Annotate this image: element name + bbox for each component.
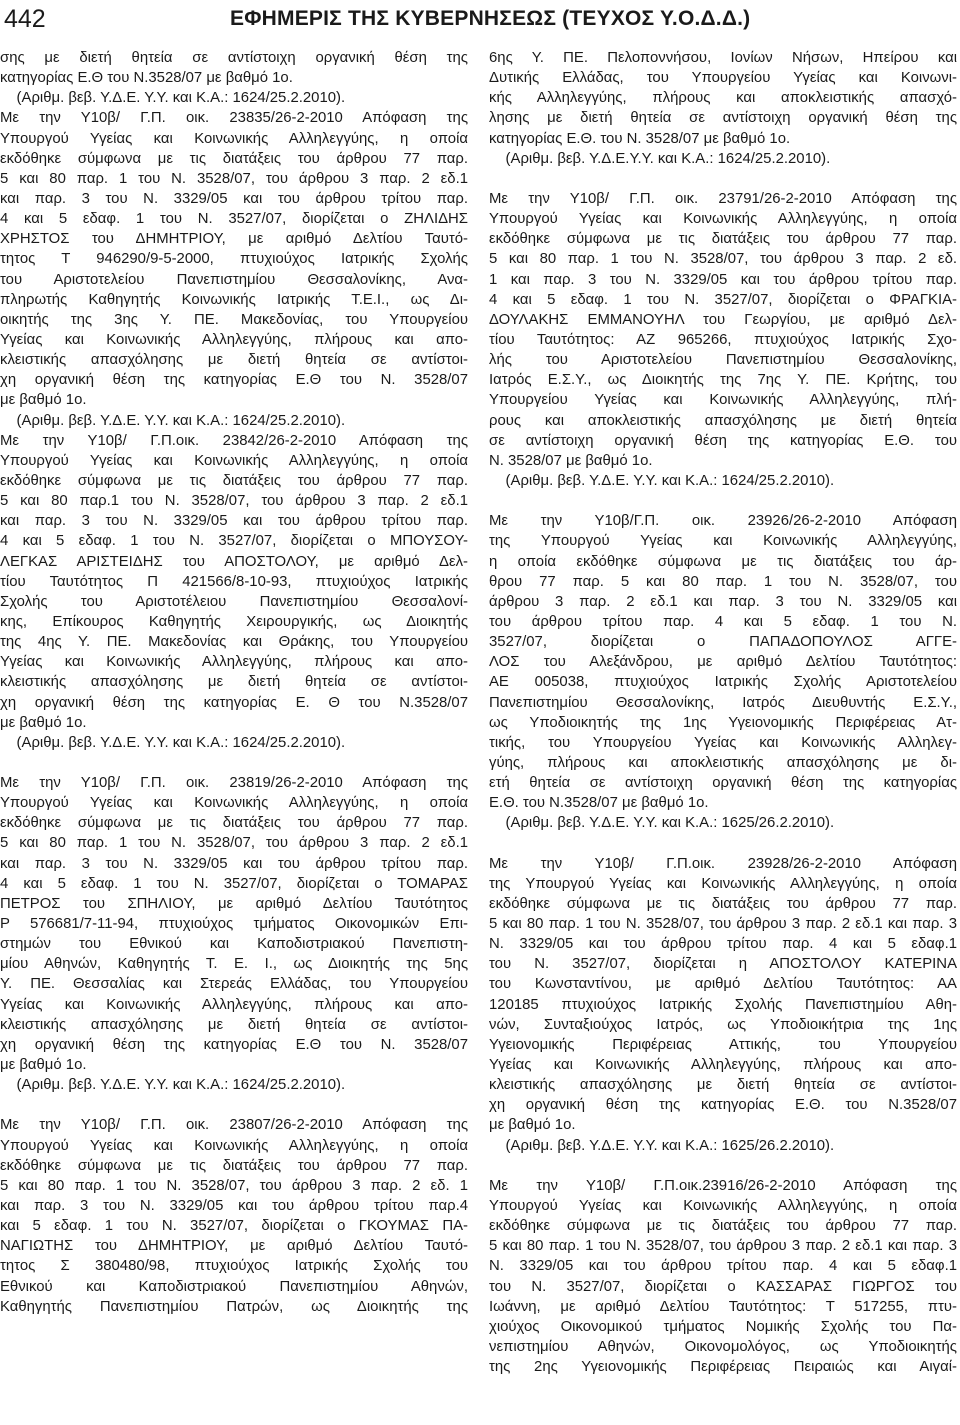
text-line: Ιατρός Ε.Σ.Υ., ως Διοικητής της 7ης Υ. ΠΕ. Κρήτης, του bbox=[489, 372, 957, 389]
text-line: ετή θητεία σε αντίστοιχη οργανική θέση της κατηγορίας bbox=[489, 775, 957, 792]
text-line: ως Υποδιοικητής της 1ης Υγειονομικής Περιφέρειας Ατ- bbox=[489, 714, 957, 731]
text-line: 4 και 5 εδαφ. 1 του Ν. 3527/07, διορίζεται ο ΤΟΜΑΡΑΣ bbox=[0, 875, 468, 892]
text-line: νών, Συνταξιούχος Ιατρός, ως Υποδιοικήτρια της 1ης bbox=[489, 1016, 957, 1033]
text-line: και παρ. 3 του Ν. 3329/05 και του άρθρου τρίτου παρ.4 bbox=[0, 1198, 468, 1215]
text-line bbox=[489, 491, 957, 511]
text-line: χη οργανική θέση της κατηγορίας Ε. Θ του Ν.3528/07 bbox=[0, 694, 468, 711]
text-line: οικητής της 3ης Υ. ΠΕ. Μακεδονίας, του Υπουργείου bbox=[0, 311, 468, 328]
text-line: Με την Υ10β/ Γ.Π.οικ. 23842/26-2-2010 Απόφαση της bbox=[0, 432, 468, 449]
text-line: κλειστικής απασχόλησης με διετή θητεία σε αντίστοι- bbox=[489, 1077, 957, 1094]
text-line: γύης, πλήρους και αποκλειστικής απασχόλησης με δι- bbox=[489, 754, 957, 771]
text-line: με βαθμό 1ο. bbox=[0, 1057, 87, 1074]
text-line: Ρ 576681/7-11-94, πτυχιούχος τμήματος Οικονομικών Επι- bbox=[0, 916, 468, 933]
text-line: Ν. 3528/07 με βαθμό 1ο. bbox=[489, 452, 653, 469]
text-line: ΠΕΤΡΟΣ του ΣΠΗΛΙΟΥ, με αριθμό Δελτίου Ταυτότητος bbox=[0, 895, 468, 912]
text-line: Καθηγητής Πανεπιστημίου Πατρών, ως Διοικητής της bbox=[0, 1298, 468, 1315]
text-line: Δυτικής Ελλάδας, του Υπουργείου Υγείας και Κοινωνι- bbox=[489, 70, 957, 87]
text-line: Με την Υ10β/ Γ.Π. οικ. 23807/26-2-2010 Απόφαση της bbox=[0, 1117, 468, 1134]
text-line: η οποία εκδόθηκε σύμφωνα με τις διατάξεις του άρ- bbox=[489, 553, 957, 570]
text-line: χη οργανική θέση της κατηγορίας Ε.Θ. του Ν.3528/07 bbox=[489, 1097, 957, 1114]
text-line: λησης με διετή θητεία σε αντίστοιχη οργανική θέση της bbox=[489, 110, 957, 127]
text-line: 6ης Υ. ΠΕ. Πελοποννήσου, Ιονίων Νήσων, Ηπείρου και bbox=[489, 50, 957, 66]
text-line: του Κωνσταντίνου, με αριθμό Δελτίου Ταυτότητος: ΑΑ bbox=[489, 976, 957, 993]
text-line: του άρθρου τρίτου παρ. 4 και 5 εδαφ. 1 του Ν. bbox=[489, 613, 957, 630]
text-line: και παρ. 3 του Ν. 3329/05 και του άρθρου τρίτου παρ. bbox=[0, 190, 468, 207]
text-line: (Αριθμ. βεβ. Υ.Δ.Ε. Υ.Υ. και Κ.Α.: 1624/25.2.2010). bbox=[0, 90, 346, 107]
text-line: χη οργανική θέση της κατηγορίας Ε.Θ του Ν. 3528/07 bbox=[0, 372, 468, 389]
text-line: Υ. ΠΕ. Θεσσαλίας και Στερεάς Ελλάδας, του Υπουργείου bbox=[0, 976, 468, 993]
text-line: ΧΡΗΣΤΟΣ του ΔΗΜΗΤΡΙΟΥ, με αριθμό Δελτίου Ταυτό- bbox=[0, 231, 468, 248]
text-line: με βαθμό 1ο. bbox=[489, 1117, 576, 1134]
text-line bbox=[489, 169, 957, 189]
text-line: 4 και 5 εδαφ. 1 του Ν. 3527/07, διορίζεται ο ΜΠΟΥΣΟΥ- bbox=[0, 533, 468, 550]
text-line: εκδόθηκε σύμφωνα με τις διατάξεις του άρθρου 77 παρ. bbox=[0, 1157, 468, 1174]
text-line: ΑΕ 005038, πτυχιούχος Ιατρικής Σχολής Αριστοτελείου bbox=[489, 674, 957, 691]
text-line: της 2ης Υγειονομικής Περιφέρειας Πειραιώς και Αιγαί- bbox=[489, 1359, 957, 1376]
text-line: της 4ης Υ. ΠΕ. Μακεδονίας και Θράκης, του Υπουργείου bbox=[0, 634, 468, 651]
text-line: ΛΟΣ του Αλεξάνδρου, με αριθμό Δελτίου Ταυτότητος: bbox=[489, 654, 957, 671]
text-line: τητος Τ 946290/9-5-2000, πτυχιούχος Ιατρικής Σχολής bbox=[0, 251, 468, 268]
text-line: Με την Υ10β/ Γ.Π. οικ. 23835/26-2-2010 Απόφαση της bbox=[0, 110, 468, 127]
text-line: 5 και 80 παρ. 1 του Ν. 3528/07, του άρθρου 3 παρ. 2 εδ.1 bbox=[0, 835, 468, 852]
text-line: Υπουργού Υγείας και Κοινωνικής Αλληλεγγύης, η οποία bbox=[489, 1198, 957, 1215]
text-line: της Υπουργού Υγείας και Κοινωνικής Αλληλεγγύης, η οποία bbox=[489, 875, 957, 892]
text-line: (Αριθμ. βεβ. Υ.Δ.Ε. Υ.Υ. και Κ.Α.: 1624/25.2.2010). bbox=[0, 1077, 346, 1094]
text-line: 5 και 80 παρ. 1 του Ν. 3528/07, του άρθρου 3 παρ. 2 εδ. 1 bbox=[0, 1177, 468, 1194]
text-line bbox=[489, 833, 957, 853]
text-line: Ν. 3329/05 και του άρθρου τρίτου παρ. 4 και 5 εδαφ.1 bbox=[489, 936, 957, 953]
text-line: κης, Επίκουρος Καθηγητής Χειρουργικής, ως Διοικητής bbox=[0, 613, 468, 630]
page-number: 442 bbox=[4, 5, 46, 33]
text-line: Υπουργείου Υγείας και Κοινωνικής Αλληλεγγύης, πλή- bbox=[489, 392, 957, 409]
text-line: σης με διετή θητεία σε αντίστοιχη οργανική θέση της bbox=[0, 50, 468, 66]
text-line: της Υπουργού Υγείας και Κοινωνικής Αλληλεγγύης, bbox=[489, 533, 957, 550]
text-line: Υπουργού Υγείας και Κοινωνικής Αλληλεγγύης, η οποία bbox=[0, 1137, 468, 1154]
text-line: και 5 εδαφ. 1 του Ν. 3527/07, διορίζεται ο ΓΚΟΥΜΑΣ ΠΑ- bbox=[0, 1218, 468, 1235]
text-line: Με την Υ10β/ Γ.Π.οικ. 23928/26-2-2010 Απόφαση bbox=[489, 855, 957, 872]
text-line: κλειστικής απασχόλησης με διετή θητεία σε αντίστοι- bbox=[0, 674, 468, 691]
page-header bbox=[0, 0, 960, 46]
text-line: άρθρου 3 παρ. 2 εδ.1 και παρ. 3 του Ν. 3329/05 και bbox=[489, 593, 957, 610]
text-line: εκδόθηκε σύμφωνα με τις διατάξεις του άρθρου 77 παρ. bbox=[0, 150, 468, 167]
text-line: τικής, του Υπουργείου Υγείας και Κοινωνικής Αλληλεγ- bbox=[489, 734, 957, 751]
gazette-title: ΕΦΗΜΕΡΙΣ ΤΗΣ ΚΥΒΕΡΝΗΣΕΩΣ (ΤΕΥΧΟΣ Υ.Ο.Δ.Δ.) bbox=[230, 7, 751, 30]
text-line: μίου Αθηνών, Καθηγητής Τ. Ε. Ι., ως Διοικητής της 5ης bbox=[0, 956, 468, 973]
text-line: Υγείας και Κοινωνικής Αλληλεγγύης, πλήρους και απο- bbox=[0, 654, 468, 671]
text-line: 5 και 80 παρ. 1 του Ν. 3528/07, του άρθρου 3 παρ. 2 εδ.1 και παρ. 3 bbox=[489, 1238, 957, 1255]
text-line: με βαθμό 1ο. bbox=[0, 392, 87, 409]
text-line: τητος Σ 380480/98, πτυχιούχος Ιατρικής Σχολής του bbox=[0, 1258, 468, 1275]
text-line: Πανεπιστημίου Θεσσαλονίκης, Ιατρός Διευθυντής Ε.Σ.Υ., bbox=[489, 694, 957, 711]
text-line: 4 και 5 εδαφ. 1 του Ν. 3527/07, διορίζεται ο ΖΗΛΙΔΗΣ bbox=[0, 211, 468, 228]
text-line: εκδόθηκε σύμφωνα με τις διατάξεις του άρθρου 77 παρ. bbox=[489, 895, 957, 912]
text-line: 1 και παρ. 3 του Ν. 3329/05 και του άρθρου τρίτου παρ. bbox=[489, 271, 957, 288]
text-line: Εθνικού και Καποδιστριακού Πανεπιστημίου Αθηνών, bbox=[0, 1278, 468, 1295]
text-line: εκδόθηκε σύμφωνα με τις διατάξεις του άρθρου 77 παρ. bbox=[489, 1218, 957, 1235]
text-line: Ιωάννη, με αριθμό Δελτίου Ταυτότητος: Τ 517255, πτυ- bbox=[489, 1298, 957, 1315]
text-line: (Αριθμ. βεβ. Υ.Δ.Ε. Υ.Υ. και Κ.Α.: 1624/25.2.2010). bbox=[0, 412, 346, 429]
text-line: Με την Υ10β/ Γ.Π.οικ.23916/26-2-2010 Απόφαση της bbox=[489, 1177, 957, 1194]
text-line: εκδόθηκε σύμφωνα με τις διατάξεις του άρθρου 77 παρ. bbox=[0, 472, 468, 489]
text-line: (Αριθμ. βεβ. Υ.Δ.Ε. Υ.Υ. και Κ.Α.: 1625/26.2.2010). bbox=[489, 1137, 835, 1154]
text-line: του Ν. 3527/07, διορίζεται η ΑΠΟΣΤΟΛΟΥ ΚΑΤΕΡΙΝΑ bbox=[489, 956, 957, 973]
text-line: τίου Ταυτότητος Π 421566/8-10-93, πτυχιούχος Ιατρικής bbox=[0, 573, 468, 590]
text-line: του Αριστοτελείου Πανεπιστημίου Θεσσαλονίκης, Ανα- bbox=[0, 271, 468, 288]
left-column bbox=[0, 48, 468, 1317]
text-line: 5 και 80 παρ. 1 του Ν. 3528/07, του άρθρου 3 παρ. 2 εδ. bbox=[489, 251, 957, 268]
text-line: του Ν. 3527/07, διορίζεται ο ΚΑΣΣΑΡΑΣ ΓΙΩΡΓΟΣ του bbox=[489, 1278, 957, 1295]
text-line bbox=[0, 753, 468, 773]
text-line: και παρ. 3 του Ν. 3329/05 και του άρθρου τρίτου παρ. bbox=[0, 855, 468, 872]
text-line: ρους και αποκλειστικής απασχόλησης με διετή θητεία bbox=[489, 412, 957, 429]
text-line: Σχολής του Αριστοτέλειου Πανεπιστημίου Θεσσαλονί- bbox=[0, 593, 468, 610]
text-line: στημών του Εθνικού και Καποδιστριακού Πανεπιστη- bbox=[0, 936, 468, 953]
text-line: κατηγορίας Ε.Θ. του Ν. 3528/07 με βαθμό 1ο. bbox=[489, 130, 791, 147]
text-line: με βαθμό 1ο. bbox=[0, 714, 87, 731]
text-line: (Αριθμ. βεβ. Υ.Δ.Ε.Υ.Υ. και Κ.Α.: 1624/25.2.2010). bbox=[489, 150, 831, 167]
text-line: Υπουργού Υγείας και Κοινωνικής Αλληλεγγύης, η οποία bbox=[0, 795, 468, 812]
text-line: ΔΟΥΛΑΚΗΣ ΕΜΜΑΝΟΥΗΛ του Γεωργίου, με αριθμό Δελ- bbox=[489, 311, 957, 328]
text-line: (Αριθμ. βεβ. Υ.Δ.Ε. Υ.Υ. και Κ.Α.: 1624/25.2.2010). bbox=[0, 734, 346, 751]
text-line: σε αντίστοιχη οργανική θέση της κατηγορίας Ε.Θ. του bbox=[489, 432, 957, 449]
text-line: ΛΕΓΚΑΣ ΑΡΙΣΤΕΙΔΗΣ του ΑΠΟΣΤΟΛΟΥ, με αριθμό Δελ- bbox=[0, 553, 468, 570]
text-line: τίου Ταυτότητος: ΑΖ 965266, πτυχιούχος Ιατρικής Σχο- bbox=[489, 331, 957, 348]
text-line: εκδόθηκε σύμφωνα με τις διατάξεις του άρθρου 77 παρ. bbox=[489, 231, 957, 248]
text-line: 120185 πτυχιούχος Ιατρικής Σχολής Πανεπιστημίου Αθη- bbox=[489, 996, 957, 1013]
text-line: κλειστικής απασχόλησης με διετή θητεία σε αντίστοι- bbox=[0, 352, 468, 369]
text-line: κλειστικής απασχόλησης με διετή θητεία σε αντίστοι- bbox=[0, 1016, 468, 1033]
text-line: 5 και 80 παρ. 1 του Ν. 3528/07, του άρθρου 3 παρ. 2 εδ.1 bbox=[0, 170, 468, 187]
text-line: Υπουργού Υγείας και Κοινωνικής Αλληλεγγύης, η οποία bbox=[489, 211, 957, 228]
right-column bbox=[489, 48, 957, 1377]
text-line: 5 και 80 παρ.1 του Ν. 3528/07, του άρθρου 3 παρ. 2 εδ.1 bbox=[0, 493, 468, 510]
text-line: Υγείας και Κοινωνικής Αλληλεγγύης, πλήρους και απο- bbox=[0, 996, 468, 1013]
text-line: χη οργανική θέση της κατηγορίας Ε.Θ του Ν. 3528/07 bbox=[0, 1036, 468, 1053]
text-line: λής του Αριστοτελείου Πανεπιστημίου Θεσσαλονίκης, bbox=[489, 352, 957, 369]
text-line: Υγείας και Κοινωνικής Αλληλεγγύης, πλήρους και απο- bbox=[489, 1057, 957, 1074]
text-line: χιούχος Οικονομικού τμήματος Νομικής Σχολής του Πα- bbox=[489, 1318, 957, 1335]
text-line: ΝΑΓΙΩΤΗΣ του ΔΗΜΗΤΡΙΟΥ, με αριθμό Δελτίου Ταυτό- bbox=[0, 1238, 468, 1255]
text-line bbox=[489, 1156, 957, 1176]
text-line: 4 και 5 εδαφ. 1 του Ν. 3527/07, διορίζεται ο ΦΡΑΓΚΙΑ- bbox=[489, 291, 957, 308]
text-line: θρου 77 παρ. 5 και 80 παρ. 1 του Ν. 3528/07, του bbox=[489, 573, 957, 590]
text-line: εκδόθηκε σύμφωνα με τις διατάξεις του άρθρου 77 παρ. bbox=[0, 815, 468, 832]
text-line: Με την Υ10β/Γ.Π. οικ. 23926/26-2-2010 Απόφαση bbox=[489, 513, 957, 530]
text-line: Με την Υ10β/ Γ.Π. οικ. 23791/26-2-2010 Απόφαση της bbox=[489, 190, 957, 207]
text-line bbox=[0, 1095, 468, 1115]
text-line: κής Αλληλεγγύης, πλήρους και αποκλειστικής απασχό- bbox=[489, 90, 957, 107]
text-line: κατηγορίας Ε.Θ του Ν.3528/07 με βαθμό 1ο. bbox=[0, 70, 293, 87]
text-line: και παρ. 3 του Ν. 3329/05 και του άρθρου τρίτου παρ. bbox=[0, 513, 468, 530]
text-line: Υπουργού Υγείας και Κοινωνικής Αλληλεγγύης, η οποία bbox=[0, 130, 468, 147]
text-line: 5 και 80 παρ. 1 του Ν. 3528/07, του άρθρου 3 παρ. 2 εδ.1 και παρ. 3 bbox=[489, 916, 957, 933]
text-line: νεπιστημίου Αθηνών, Οικονομολόγος, ως Υποδιοικητής bbox=[489, 1339, 957, 1355]
text-line: Υγείας και Κοινωνικής Αλληλεγγύης, πλήρους και απο- bbox=[0, 331, 468, 348]
text-line: (Αριθμ. βεβ. Υ.Δ.Ε. Υ.Υ. και Κ.Α.: 1625/26.2.2010). bbox=[489, 815, 835, 832]
text-line: Ν. 3329/05 και του άρθρου τρίτου παρ. 4 και 5 εδαφ.1 bbox=[489, 1258, 957, 1275]
text-line: Ε.Θ. του Ν.3528/07 με βαθμό 1ο. bbox=[489, 795, 709, 812]
text-line: Με την Υ10β/ Γ.Π. οικ. 23819/26-2-2010 Απόφαση της bbox=[0, 775, 468, 792]
text-line: 3527/07, διορίζεται ο ΠΑΠΑΔΟΠΟΥΛΟΣ ΑΓΓΕ- bbox=[489, 634, 957, 651]
text-line: (Αριθμ. βεβ. Υ.Δ.Ε. Υ.Υ. και Κ.Α.: 1624/25.2.2010). bbox=[489, 472, 835, 489]
text-line: Υγειονομικής Περιφέρειας Αττικής, του Υπουργείου bbox=[489, 1036, 957, 1053]
text-line: Υπουργού Υγείας και Κοινωνικής Αλληλεγγύης, η οποία bbox=[0, 452, 468, 469]
text-line: πληρωτής Καθηγητής Κοινωνικής Ιατρικής Τ.Ε.Ι., ως Δι- bbox=[0, 291, 468, 308]
